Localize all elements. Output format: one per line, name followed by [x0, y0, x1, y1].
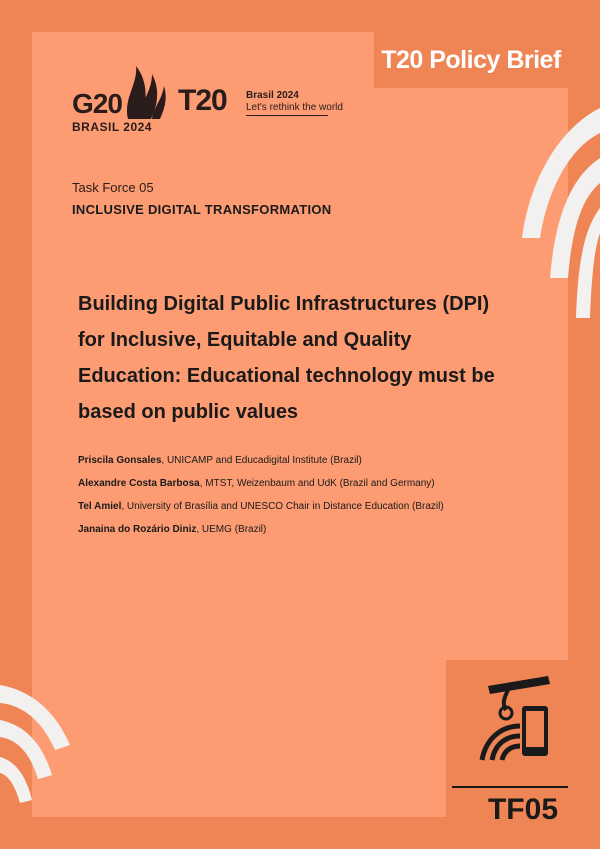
- author-item: [78, 495, 538, 518]
- tf05-device-icon: [478, 668, 568, 768]
- decorative-stripes-bottom: [0, 665, 100, 815]
- author-affiliation: , University of Brasília and UNESCO Chair in Distance Education (Brazil): [121, 501, 444, 512]
- g20-logo-text: G20: [72, 88, 122, 119]
- author-name: Alexandre Costa Barbosa: [78, 478, 200, 489]
- author-name: Tel Amiel: [78, 501, 122, 512]
- g20-flame-logo: [118, 64, 168, 124]
- title-line: for Inclusive, Equitable and Quality: [78, 329, 412, 351]
- document-title: [78, 286, 518, 430]
- decorative-stripes-top: [510, 88, 600, 328]
- t20-logo-text: T20: [178, 84, 227, 117]
- t20-tagline: Let's rethink the world: [246, 102, 343, 113]
- author-item: [78, 518, 538, 541]
- brief-tab: [374, 32, 568, 88]
- author-name: Priscila Gonsales: [78, 455, 162, 466]
- tf-divider: [452, 786, 568, 788]
- brief-label: T20 Policy Brief: [381, 45, 561, 74]
- author-item: [78, 449, 538, 472]
- g20-logo-sub: BRASIL 2024: [72, 120, 152, 134]
- task-force-number: Task Force 05: [72, 180, 154, 195]
- author-affiliation: , UNICAMP and Educadigital Institute (Brazil): [161, 455, 362, 466]
- author-affiliation: , MTST, Weizenbaum and UdK (Brazil and Germany): [199, 478, 435, 489]
- title-line: Education: Educational technology must be: [78, 365, 495, 387]
- task-force-name: INCLUSIVE DIGITAL TRANSFORMATION: [72, 202, 332, 217]
- author-list: [78, 449, 538, 541]
- t20-brasil: Brasil 2024: [246, 90, 299, 101]
- t20-rule: [246, 115, 328, 116]
- tf-code: TF05: [487, 793, 559, 826]
- title-line: Building Digital Public Infrastructures (DPI): [78, 293, 490, 315]
- author-item: [78, 472, 538, 495]
- author-affiliation: , UEMG (Brazil): [196, 524, 267, 535]
- author-name: Janaina do Rozário Diniz: [78, 524, 197, 535]
- title-line: based on public values: [78, 401, 299, 423]
